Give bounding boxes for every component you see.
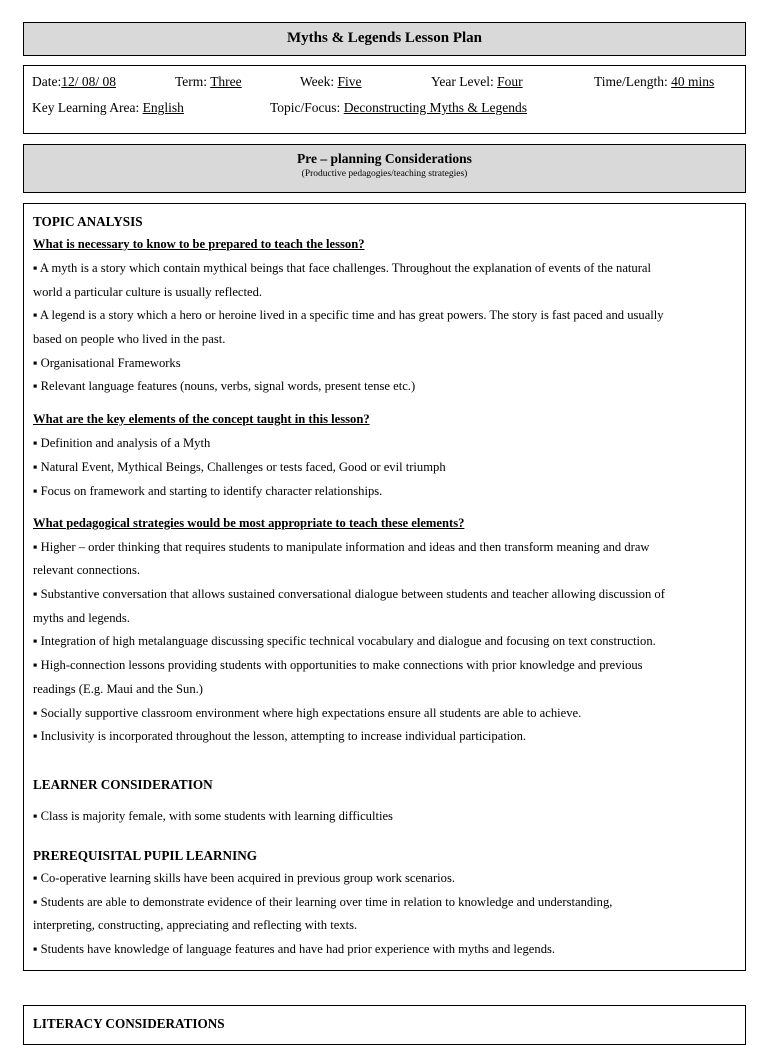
lesson-info-box	[23, 65, 746, 134]
topic-focus-label: Topic/Focus:	[270, 100, 341, 115]
list-item: relevant connections.	[33, 563, 141, 577]
list-item: ▪ Relevant language features (nouns, verbs, signal words, present tense etc.)	[33, 379, 416, 393]
list-item: ▪ Focus on framework and starting to identify character relationships.	[33, 484, 383, 498]
question-prepared: What is necessary to know to be prepared to teach the lesson?	[33, 237, 365, 251]
list-item: ▪ Organisational Frameworks	[33, 356, 181, 370]
date-field	[32, 74, 116, 90]
date-label: Date:	[32, 74, 62, 89]
time-length-field	[594, 74, 714, 90]
list-item: based on people who lived in the past.	[33, 332, 226, 346]
list-item: world a particular culture is usually reflected.	[33, 285, 263, 299]
term-field	[175, 74, 242, 90]
list-item: ▪ Natural Event, Mythical Beings, Challenges or tests faced, Good or evil triumph	[33, 460, 446, 474]
preplanning-box	[23, 144, 746, 193]
list-item: readings (E.g. Maui and the Sun.)	[33, 682, 203, 696]
year-level-label: Year Level:	[431, 74, 494, 89]
kla-label: Key Learning Area:	[32, 100, 140, 115]
question-key-elements: What are the key elements of the concept taught in this lesson?	[33, 412, 370, 426]
prerequisite-learning-heading: PREREQUISITAL PUPIL LEARNING	[33, 848, 257, 863]
list-item: ▪ A legend is a story which a hero or heroine lived in a specific time and has great powers. The story is fast paced and usually	[33, 308, 664, 322]
kla-field	[32, 100, 184, 116]
year-level-field	[431, 74, 523, 90]
list-item: ▪ A myth is a story which contain mythical beings that face challenges. Throughout the explanation of events of the natural	[33, 261, 652, 275]
title-box	[23, 22, 746, 56]
literacy-box	[23, 1005, 746, 1045]
list-item: ▪ Inclusivity is incorporated throughout the lesson, attempting to increase individual participation.	[33, 729, 527, 743]
list-item: interpreting, constructing, appreciating and reflecting with texts.	[33, 918, 358, 932]
list-item: ▪ Students are able to demonstrate evidence of their learning over time in relation to knowledge and understanding,	[33, 895, 613, 909]
topic-focus-value: Deconstructing Myths & Legends	[343, 100, 528, 115]
kla-value: English	[142, 100, 184, 115]
time-length-value: 40 mins	[671, 74, 715, 89]
list-item: ▪ Higher – order thinking that requires students to manipulate information and ideas and then transform meaning and draw	[33, 540, 650, 554]
considerations-box	[23, 203, 746, 971]
term-value: Three	[210, 74, 242, 89]
list-item: ▪ Co-operative learning skills have been acquired in previous group work scenarios.	[33, 871, 456, 885]
list-item: ▪ Socially supportive classroom environment where high expectations ensure all students are able to achieve.	[33, 706, 582, 720]
term-label: Term:	[175, 74, 208, 89]
list-item: ▪ Definition and analysis of a Myth	[33, 436, 211, 450]
list-item: ▪ Substantive conversation that allows sustained conversational dialogue between students and teacher allowing discussion of	[33, 587, 665, 601]
topic-focus-field	[270, 100, 527, 116]
list-item: ▪ Class is majority female, with some students with learning difficulties	[33, 809, 393, 823]
topic-analysis-heading: TOPIC ANALYSIS	[33, 214, 143, 229]
list-item: ▪ Students have knowledge of language features and have had prior experience with myths and legends.	[33, 942, 556, 956]
year-level-value: Four	[497, 74, 523, 89]
document-title: Myths & Legends Lesson Plan	[286, 30, 483, 46]
preplanning-heading: Pre – planning Considerations	[297, 151, 472, 166]
learner-consideration-heading: LEARNER CONSIDERATION	[33, 777, 213, 792]
week-value: Five	[337, 74, 362, 89]
time-length-label: Time/Length:	[594, 74, 668, 89]
list-item: myths and legends.	[33, 611, 130, 625]
week-field	[300, 74, 362, 90]
preplanning-subheading: (Productive pedagogies/teaching strategies)	[301, 169, 468, 179]
week-label: Week:	[300, 74, 335, 89]
list-item: ▪ Integration of high metalanguage discussing specific technical vocabulary and dialogue and focusing on text construction.	[33, 634, 656, 648]
literacy-heading: LITERACY CONSIDERATIONS	[33, 1016, 225, 1031]
date-value: 12/ 08/ 08	[61, 74, 117, 89]
list-item: ▪ High-connection lessons providing students with opportunities to make connections with prior knowledge and previous	[33, 658, 643, 672]
question-pedagogical-strategies: What pedagogical strategies would be most appropriate to teach these elements?	[33, 516, 465, 530]
